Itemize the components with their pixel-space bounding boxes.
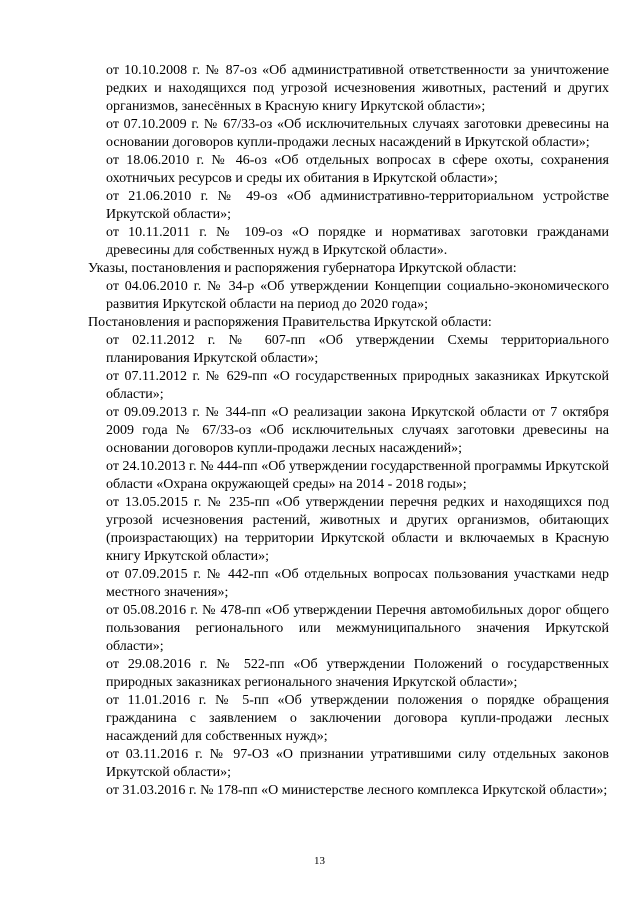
list-item: от 10.10.2008 г. № 87-оз «Об административной ответственности за уничтожение редких и находящихся под угрозой исчезновения животных, растений и других организмов, занесённых в Красную книгу Иркутской области»; — [106, 63, 609, 114]
list-item: от 10.11.2011 г. № 109-оз «О порядке и нормативах заготовки гражданами древесины для собственных нужд в Иркутской области». — [106, 225, 609, 258]
section-heading: Постановления и распоряжения Правительства Иркутской области: — [88, 315, 492, 330]
section-heading: Указы, постановления и распоряжения губернатора Иркутской области: — [88, 261, 517, 276]
list-item: от 09.09.2013 г. № 344-пп «О реализации закона Иркутской области от 7 октября 2009 года № 67/33-оз «Об исключительных случаях заготовки древесины на основании договоров купли-продажи лесных насаждений»; — [106, 405, 609, 456]
list-item: от 04.06.2010 г. № 34-р «Об утверждении Концепции социально-экономического развития Иркутской области на период до 2020 года»; — [106, 279, 609, 312]
list-item: от 21.06.2010 г. № 49-оз «Об административно-территориальном устройстве Иркутской области»; — [106, 189, 609, 222]
list-item: от 31.03.2016 г. № 178-пп «О министерстве лесного комплекса Иркутской области»; — [106, 783, 608, 798]
list-item: от 07.10.2009 г. № 67/33-оз «Об исключительных случаях заготовки древесины на основании договоров купли-продажи лесных насаждений в Иркутской области»; — [106, 117, 609, 150]
page-number: 13 — [314, 855, 325, 867]
list-item: от 18.06.2010 г. № 46-оз «Об отдельных вопросах в сфере охоты, сохранения охотничьих ресурсов и среды их обитания в Иркутской области»; — [106, 153, 609, 186]
list-item: от 07.11.2012 г. № 629-пп «О государственных природных заказниках Иркутской области»; — [106, 369, 609, 402]
list-item: от 02.11.2012 г. № 607-пп «Об утверждении Схемы территориального планирования Иркутской области»; — [106, 333, 609, 366]
list-item: от 13.05.2015 г. № 235-пп «Об утверждении перечня редких и находящихся под угрозой исчезновения растений, животных и других организмов, обитающих (произрастающих) на территории Иркутской области и включаемых в Красную книгу Иркутской области»; — [106, 495, 609, 564]
list-item: от 29.08.2016 г. № 522-пп «Об утверждении Положений о государственных природных заказниках регионального значения Иркутской области»; — [106, 657, 609, 690]
list-item: от 03.11.2016 г. № 97-ОЗ «О признании утратившими силу отдельных законов Иркутской области»; — [106, 747, 609, 780]
list-item: от 24.10.2013 г. № 444-пп «Об утверждении государственной программы Иркутской области «Охрана окружающей среды» на 2014 - 2018 годы»; — [106, 459, 609, 492]
list-item: от 05.08.2016 г. № 478-пп «Об утверждении Перечня автомобильных дорог общего пользования регионального или межмуниципального значения Иркутской области»; — [106, 603, 609, 654]
list-item: от 11.01.2016 г. № 5-пп «Об утверждении положения о порядке обращения гражданина с заявлением о заключении договора купли-продажи лесных насаждений для собственных нужд»; — [106, 693, 609, 744]
list-item: от 07.09.2015 г. № 442-пп «Об отдельных вопросах пользования участками недр местного значения»; — [106, 567, 609, 600]
document-body — [88, 62, 609, 800]
